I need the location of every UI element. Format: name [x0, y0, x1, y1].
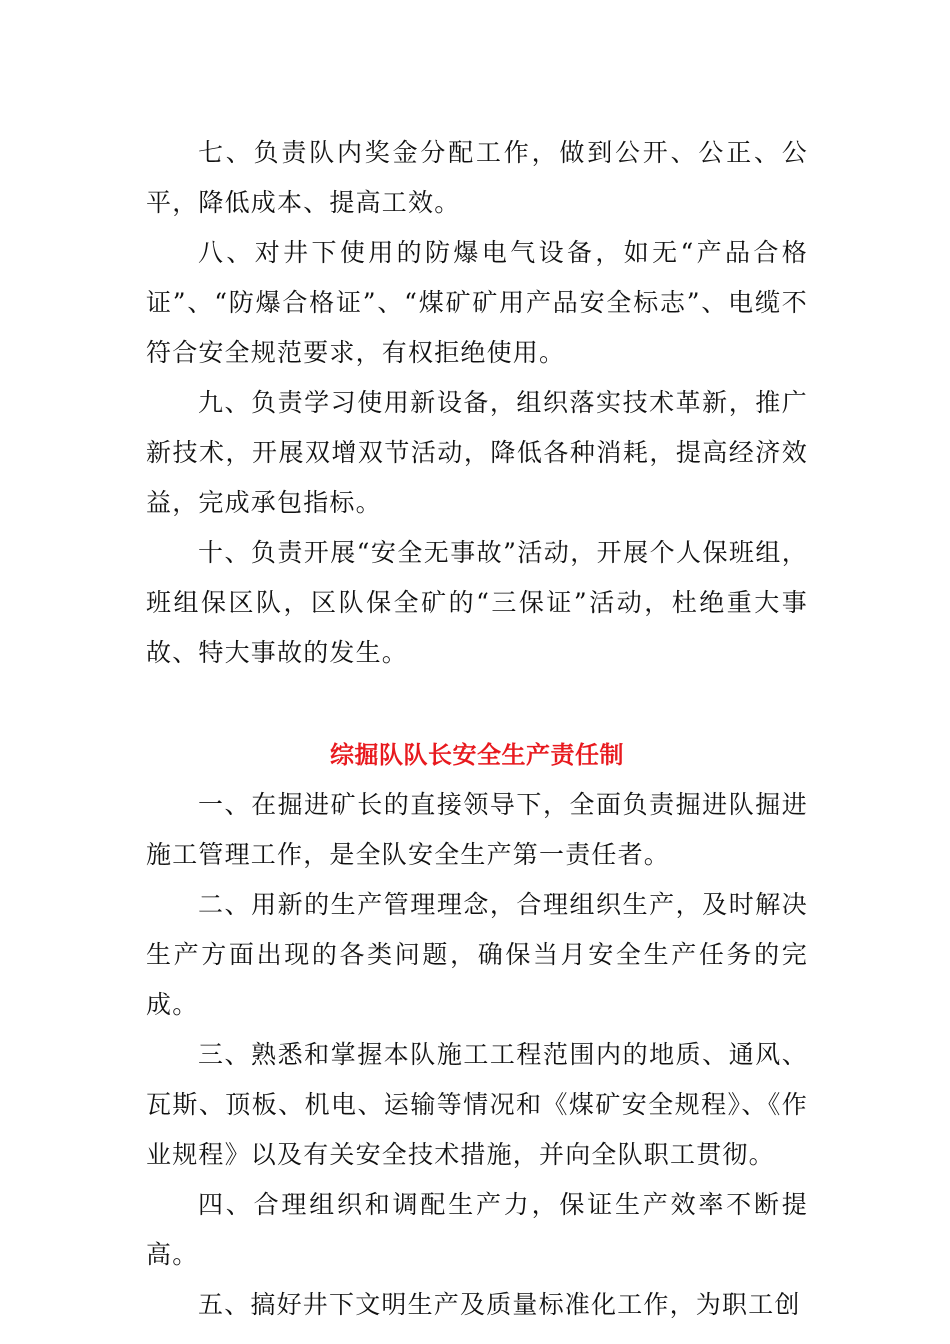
paragraph-9: 九、负责学习使用新设备，组织落实技术革新，推广新技术，开展双增双节活动，降低各种消耗，提高经济效益，完成承包指标。 [146, 388, 808, 517]
paragraph-8: 八、对井下使用的防爆电气设备，如无“产品合格证”、“防爆合格证”、“煤矿矿用产品安全标志”、电缆不符合安全规范要求，有权拒绝使用。 [146, 238, 808, 367]
paragraph-10: 十、负责开展“安全无事故”活动，开展个人保班组，班组保区队，区队保全矿的“三保证”活动，杜绝重大事故、特大事故的发生。 [146, 538, 808, 667]
section-spacer [146, 678, 808, 730]
paragraph-4: 四、合理组织和调配生产力，保证生产效率不断提高。 [146, 1190, 808, 1269]
section-title: 综掘队队长安全生产责任制 [330, 741, 624, 769]
paragraph-3: 三、熟悉和掌握本队施工工程范围内的地质、通风、瓦斯、顶板、机电、运输等情况和《煤矿安全规程》、《作业规程》以及有关安全技术措施，并向全队职工贯彻。 [146, 1040, 808, 1169]
paragraph-2: 二、用新的生产管理理念，合理组织生产，及时解决生产方面出现的各类问题，确保当月安全生产任务的完成。 [146, 890, 808, 1019]
paragraph-7: 七、负责队内奖金分配工作，做到公开、公正、公平，降低成本、提高工效。 [146, 138, 808, 217]
paragraph-1: 一、在掘进矿长的直接领导下，全面负责掘进队掘进施工管理工作，是全队安全生产第一责任者。 [146, 790, 808, 869]
document-page [146, 128, 808, 1330]
paragraph-5: 五、搞好井下文明生产及质量标准化工作，为职工创 [198, 1290, 801, 1319]
